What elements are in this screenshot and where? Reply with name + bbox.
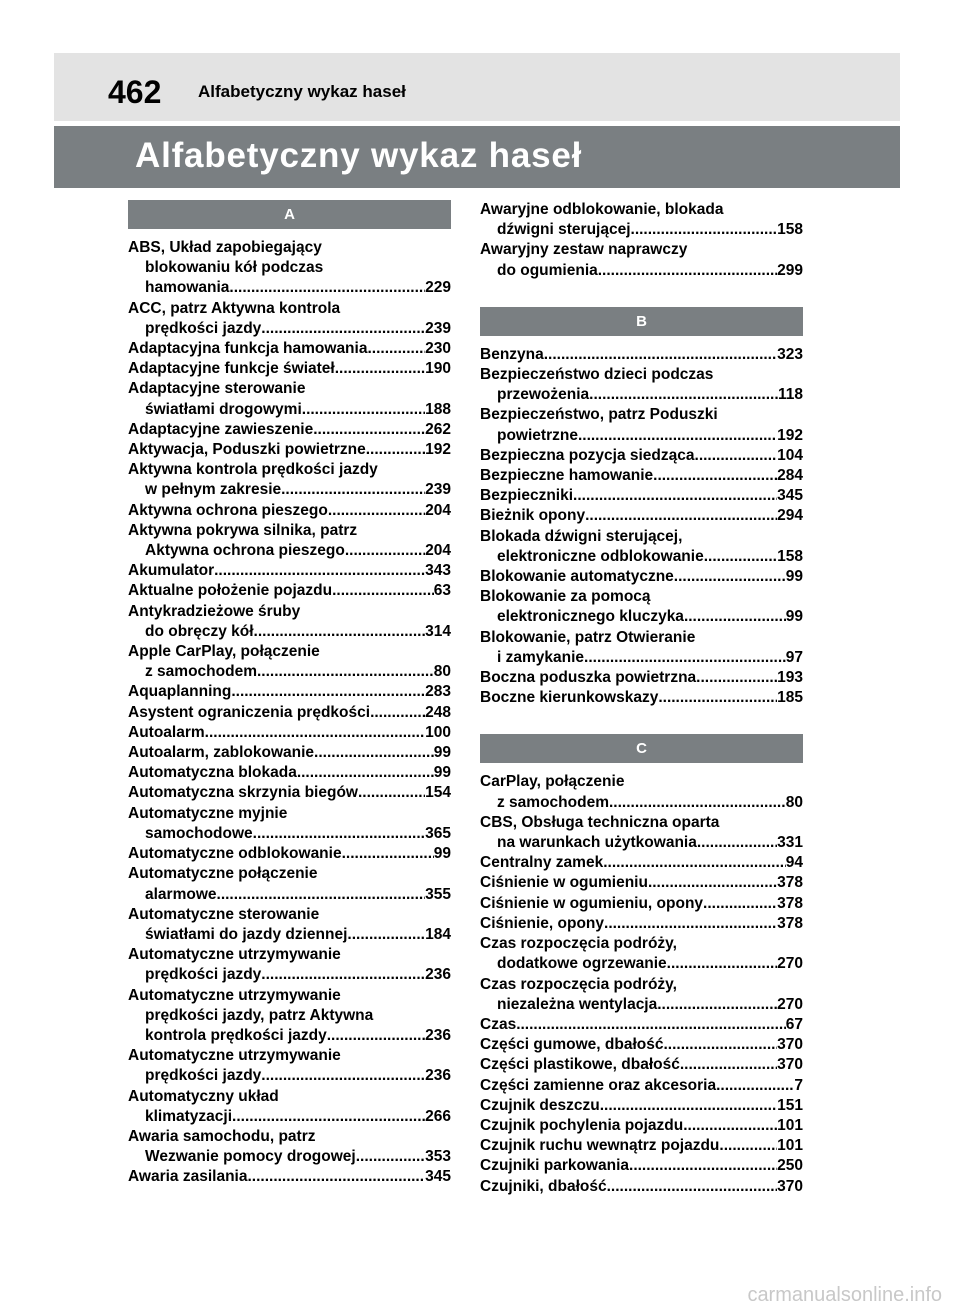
page-ref[interactable]: 104 [777,446,803,464]
entry-text: Automatyczne połączenie [128,865,318,883]
entry-text: Czas [480,1015,517,1033]
dot-leader [358,783,425,803]
index-entry[interactable] [128,561,451,581]
page-ref[interactable]: 230 [425,340,451,358]
page-ref[interactable]: 370 [777,1056,803,1074]
entry-text: na warunkach użytkowania [497,834,697,852]
page-ref[interactable]: 97 [785,648,803,666]
page-ref[interactable]: 378 [777,914,803,932]
entry-text: Aktywacja, Poduszki powietrzne [128,441,366,459]
dot-leader [683,1116,777,1136]
page-ref[interactable]: 151 [777,1096,803,1114]
page-ref[interactable]: 370 [777,1036,803,1054]
index-entry[interactable] [128,420,451,440]
page-ref[interactable]: 250 [777,1157,803,1175]
index-entry[interactable] [480,345,803,365]
entry-text: Automatyczne utrzymywanie [128,946,341,964]
entry-text: elektronicznego kluczyka [497,608,684,626]
index-entry[interactable] [480,365,803,405]
entry-text: Bezpieczna pozycja siedząca [480,446,695,464]
entry-text: Aktywna pokrywa silnika, patrz [128,521,358,539]
entry-text: niezależna wentylacja [497,995,658,1013]
dot-leader [603,853,786,873]
dot-leader [697,833,777,853]
dot-leader [314,743,434,763]
index-entry[interactable] [480,527,803,567]
entry-text: Adaptacyjne zawieszenie [128,420,314,438]
entry-text: w pełnym zakresie [145,481,282,499]
entry-text: Awaryjny zestaw naprawczy [480,241,688,259]
page-ref[interactable]: 236 [425,1067,451,1085]
page-ref[interactable]: 158 [777,221,803,239]
page-ref[interactable]: 192 [425,441,451,459]
entry-text: kontrola prędkości jazdy [145,1026,327,1044]
page-ref[interactable]: 314 [425,622,451,640]
entry-text: Adaptacyjne funkcje świateł [128,360,335,378]
dot-leader [347,925,425,945]
index-entry[interactable] [128,339,451,359]
entry-text: prędkości jazdy [145,1067,262,1085]
dot-leader [598,261,777,281]
entry-text: Automatyczny układ [128,1087,279,1105]
dot-leader [281,480,425,500]
index-entry[interactable] [480,486,803,506]
dot-leader [229,278,425,298]
index-entry[interactable] [128,864,451,904]
entry-text: elektroniczne odblokowanie [497,547,704,565]
page-ref[interactable]: 185 [777,689,803,707]
index-entry[interactable] [128,783,451,803]
page-ref[interactable]: 204 [425,501,451,519]
index-entry[interactable] [128,1167,451,1187]
index-entry[interactable] [480,894,803,914]
section-header-a: A [128,200,451,229]
entry-text: Ciśnienie w ogumieniu, opony [480,894,704,912]
page-ref[interactable]: 365 [425,824,451,842]
dot-leader [516,1015,786,1035]
entry-text: Asystent ograniczenia prędkości [128,703,371,721]
dot-leader [695,446,778,466]
page-ref[interactable]: 99 [433,764,451,782]
index-entry[interactable] [480,1156,803,1176]
index-entry[interactable] [128,804,451,844]
index-entry[interactable] [480,688,803,708]
entry-text: powietrzne [497,426,578,444]
page-ref[interactable]: 284 [777,467,803,485]
entry-text: Autoalarm, zablokowanie [128,744,315,762]
entry-text: klimatyzacji [145,1107,233,1125]
page-ref[interactable]: 101 [777,1137,803,1155]
dot-leader [631,220,778,240]
entry-text: Bezpieczeństwo dzieci podczas [480,366,714,384]
index-entry[interactable] [128,501,451,521]
dot-leader [247,1167,425,1187]
entry-text: Czujniki, dbałość [480,1177,607,1195]
page-ref[interactable]: 266 [425,1107,451,1125]
dot-leader [205,723,425,743]
entry-text: CBS, Obsługa techniczna oparta [480,813,720,831]
entry-text: Bezpieczeństwo, patrz Poduszki [480,406,718,424]
dot-leader [604,914,777,934]
index-entry[interactable] [128,359,451,379]
index-entry[interactable] [128,642,451,682]
index-entry[interactable] [480,1076,803,1096]
page-ref[interactable]: 262 [425,420,451,438]
index-entry[interactable] [128,763,451,783]
dot-leader [648,873,777,893]
dot-leader [703,894,777,914]
page-ref[interactable]: 283 [425,683,451,701]
page-ref[interactable]: 80 [785,793,803,811]
entry-text: przewożenia [497,386,590,404]
index-entry[interactable] [480,1096,803,1116]
page-ref[interactable]: 343 [425,562,451,580]
page-ref[interactable]: 323 [777,345,803,363]
dot-leader [573,486,777,506]
dot-leader [328,501,425,521]
index-entry[interactable] [480,200,803,240]
entry-text: Czujnik pochylenia pojazdu [480,1116,684,1134]
entry-text: Części zamienne oraz akcesoria [480,1076,717,1094]
entry-text: Centralny zamek [480,854,604,872]
dot-leader [214,561,425,581]
index-entry[interactable] [480,240,803,280]
page-ref[interactable]: 154 [425,784,451,802]
dot-leader [674,567,786,587]
entry-text: ACC, patrz Aktywna kontrola [128,299,341,317]
page-ref[interactable]: 345 [777,487,803,505]
page-ref[interactable]: 193 [777,669,803,687]
index-entry[interactable] [480,813,803,853]
index-entry[interactable] [480,914,803,934]
entry-text: Bezpieczniki [480,487,574,505]
dot-leader [342,844,434,864]
index-entry[interactable] [128,581,451,601]
entry-text: alarmowe [145,885,217,903]
page-ref[interactable]: 184 [425,925,451,943]
index-entry[interactable] [128,299,451,339]
page-ref[interactable]: 7 [794,1076,803,1094]
entry-text: Bezpieczne hamowanie [480,467,654,485]
dot-leader [609,793,786,813]
entry-text: ABS, Układ zapobiegający [128,239,322,256]
entry-text: prędkości jazdy [145,319,262,337]
index-entry[interactable] [480,1035,803,1055]
index-entry[interactable] [128,844,451,864]
entry-text: Blokowanie za pomocą [480,588,651,606]
dot-leader [261,965,425,985]
dot-leader [578,426,777,446]
dot-leader [667,954,777,974]
page-title: Alfabetyczny wykaz haseł [135,136,583,175]
entry-text: Automatyczna skrzynia biegów [128,784,358,802]
dot-leader [335,359,425,379]
index-entry[interactable] [480,405,803,445]
index-entry[interactable] [128,379,451,419]
dot-leader [544,345,777,365]
index-entry[interactable] [128,905,451,945]
page-ref[interactable]: 378 [777,894,803,912]
dot-leader [261,319,425,339]
entry-text: Automatyczna blokada [128,764,297,782]
entry-text: Bieżnik opony [480,507,586,525]
entry-text: Awaryjne odblokowanie, blokada [480,201,724,218]
page-ref[interactable]: 99 [433,845,451,863]
entry-text: Apple CarPlay, połączenie [128,643,320,661]
dot-leader [367,339,425,359]
entry-text: Automatyczne odblokowanie [128,845,342,863]
index-entry[interactable] [480,853,803,873]
page-ref[interactable]: 355 [425,885,451,903]
index-entry[interactable] [128,602,451,642]
entry-text: Blokada dźwigni sterującej, [480,527,683,545]
page-ref[interactable]: 63 [433,582,451,600]
page-ref[interactable]: 190 [425,360,451,378]
index-entry[interactable] [128,1046,451,1086]
dot-leader [584,648,786,668]
page-ref[interactable]: 99 [433,744,451,762]
entry-text: prędkości jazdy, patrz Aktywna [145,1006,374,1024]
entry-text: Czujnik deszczu [480,1096,600,1114]
page-ref[interactable]: 118 [777,386,803,404]
entry-text: Aktualne położenie pojazdu [128,582,333,600]
entry-text: Czas rozpoczęcia podróży, [480,975,677,993]
index-entry[interactable] [480,466,803,486]
index-entry[interactable] [480,1136,803,1156]
index-entry[interactable] [480,975,803,1015]
index-entry[interactable] [480,668,803,688]
dot-leader [253,824,425,844]
entry-text: Automatyczne myjnie [128,804,288,822]
entry-text: Adaptacyjna funkcja hamowania [128,340,368,358]
page-ref[interactable]: 236 [425,1026,451,1044]
dot-leader [370,703,425,723]
index-entry[interactable] [128,743,451,763]
entry-text: CarPlay, połączenie [480,773,625,791]
entry-text: i zamykanie [497,648,585,666]
dot-leader [716,1076,794,1096]
index-entry[interactable] [128,703,451,723]
index-entry[interactable] [128,945,451,985]
index-entry[interactable] [480,1055,803,1075]
page-ref[interactable]: 331 [777,834,803,852]
entry-text: Części plastikowe, dbałość [480,1056,680,1074]
index-entry[interactable] [128,1087,451,1127]
header-band [54,53,900,121]
entry-text: Części gumowe, dbałość [480,1036,664,1054]
page-ref[interactable]: 229 [425,279,451,297]
entry-text: Wezwanie pomocy drogowej [145,1148,356,1166]
index-entry[interactable] [480,446,803,466]
entry-text: Blokowanie, patrz Otwieranie [480,628,696,646]
index-entry[interactable] [480,567,803,587]
index-entry[interactable] [480,873,803,893]
running-head: Alfabetyczny wykaz haseł [198,82,406,101]
entry-text: Boczna poduszka powietrzna [480,669,697,687]
entry-text: Awaria zasilania [128,1168,248,1186]
dot-leader [297,763,434,783]
dot-leader [356,1147,425,1167]
page-ref[interactable]: 345 [425,1168,451,1186]
index-entry[interactable] [128,723,451,743]
entry-text: Akumulator [128,562,215,580]
entry-text: Automatyczne utrzymywanie [128,986,341,1004]
page-ref[interactable]: 370 [777,1177,803,1195]
index-entry[interactable] [480,628,803,668]
index-entry[interactable] [480,934,803,974]
dot-leader [680,1055,777,1075]
page-ref[interactable]: 239 [425,481,451,499]
page-ref[interactable]: 99 [785,568,803,586]
page-ref[interactable]: 99 [785,608,803,626]
dot-leader [231,682,425,702]
index-entry[interactable] [480,1116,803,1136]
page-ref[interactable]: 353 [425,1148,451,1166]
dot-leader [658,688,777,708]
index-entry[interactable] [128,1127,451,1167]
dot-leader [589,385,778,405]
dot-leader [232,1107,425,1127]
entry-text: samochodowe [145,824,253,842]
entry-text: Blokowanie automatyczne [480,568,674,586]
entry-text: Adaptacyjne sterowanie [128,380,306,398]
page-ref[interactable]: 188 [425,400,451,418]
index-entry[interactable] [128,682,451,702]
page-ref[interactable]: 270 [777,955,803,973]
section-header-b: B [480,307,803,336]
dot-leader [585,506,777,526]
watermark: carmanualsonline.info [747,1284,942,1306]
dot-leader [696,668,777,688]
dot-leader [313,420,425,440]
dot-leader [257,662,434,682]
page-ref[interactable]: 239 [425,319,451,337]
page-ref[interactable]: 378 [777,874,803,892]
entry-text: z samochodem [145,663,257,681]
index-entry[interactable] [480,587,803,627]
entry-text: Czujniki parkowania [480,1157,630,1175]
dot-leader [261,1066,425,1086]
entry-text: światłami do jazdy dziennej [145,925,348,943]
entry-text: Antykradzieżowe śruby [128,602,301,620]
dot-leader [684,607,786,627]
entry-text: Boczne kierunkowskazy [480,689,659,707]
page-ref[interactable]: 299 [777,261,803,279]
index-entry[interactable] [128,460,451,500]
index-entry[interactable] [480,1015,803,1035]
page-ref[interactable]: 236 [425,966,451,984]
dot-leader [607,1177,778,1197]
page-ref[interactable]: 158 [777,547,803,565]
section-header-c: C [480,734,803,763]
entry-text: Ciśnienie w ogumieniu [480,874,648,892]
index-entry[interactable] [128,521,451,561]
page-ref[interactable]: 192 [777,426,803,444]
page-ref[interactable]: 204 [425,542,451,560]
entry-text: Aktywna ochrona pieszego [145,542,345,560]
dot-leader [254,622,426,642]
entry-text: Automatyczne utrzymywanie [128,1047,341,1065]
entry-text: dźwigni sterującej [497,221,631,239]
dot-leader [327,1026,425,1046]
dot-leader [332,581,434,601]
dot-leader [653,466,777,486]
page-ref[interactable]: 67 [785,1015,803,1033]
entry-text: światłami drogowymi [145,400,302,418]
index-entry[interactable] [480,772,803,812]
entry-text: Aquaplanning [128,683,232,701]
index-entry[interactable] [480,1177,803,1197]
entry-text: Czas rozpoczęcia podróży, [480,935,677,953]
index-entry[interactable] [128,238,451,299]
index-entry[interactable] [480,506,803,526]
dot-leader [217,885,426,905]
entry-text: do ogumienia [497,261,598,279]
dot-leader [366,440,425,460]
entry-text: Ciśnienie, opony [480,914,605,932]
page-ref[interactable]: 80 [433,663,451,681]
entry-text: dodatkowe ogrzewanie [497,955,667,973]
index-column-right [480,200,803,1197]
dot-leader [704,547,777,567]
page-ref[interactable]: 100 [425,723,451,741]
dot-leader [657,995,777,1015]
entry-text: Benzyna [480,345,544,363]
entry-text: Aktywna ochrona pieszego [128,501,328,519]
dot-leader [719,1136,777,1156]
page-ref[interactable]: 101 [777,1116,803,1134]
dot-leader [600,1096,777,1116]
dot-leader [302,400,425,420]
page-number: 462 [108,74,162,110]
entry-text: blokowaniu kół podczas [145,259,324,277]
index-entry[interactable] [128,440,451,460]
entry-text: hamowania [145,279,230,297]
entry-text: Awaria samochodu, patrz [128,1127,316,1145]
entry-text: z samochodem [497,793,609,811]
page-ref[interactable]: 294 [777,507,803,525]
dot-leader [345,541,425,561]
index-column-left [128,200,451,1188]
page-ref[interactable]: 270 [777,995,803,1013]
entry-text: Czujnik ruchu wewnątrz pojazdu [480,1137,720,1155]
entry-text: Aktywna kontrola prędkości jazdy [128,461,378,479]
dot-leader [629,1156,777,1176]
page-ref[interactable]: 94 [785,854,803,872]
entry-text: Automatyczne sterowanie [128,905,320,923]
index-entry[interactable] [128,986,451,1047]
entry-text: do obręczy kół [145,622,254,640]
entry-text: prędkości jazdy [145,966,262,984]
entry-text: Autoalarm [128,723,205,741]
dot-leader [663,1035,777,1055]
page-ref[interactable]: 248 [425,703,451,721]
